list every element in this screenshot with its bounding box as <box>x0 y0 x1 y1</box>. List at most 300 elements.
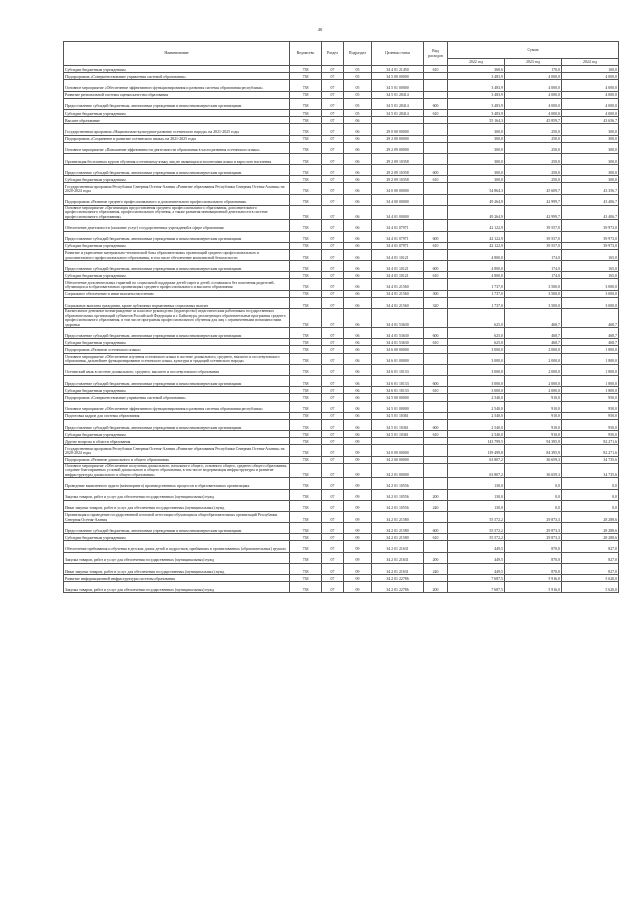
cell-section: 07 <box>322 431 344 438</box>
table-row <box>64 80 619 91</box>
cell-section: 07 <box>322 261 344 272</box>
cell-expense: 600 <box>424 328 448 339</box>
cell-subsection: 06 <box>344 412 372 419</box>
cell-department: 738 <box>290 438 322 445</box>
cell-expense: 600 <box>424 261 448 272</box>
table-row <box>64 290 619 297</box>
cell-2022: 55 572,2 <box>448 534 505 541</box>
cell-name: Подпрограмма «Развитие осетинского языка» <box>64 346 290 353</box>
cell-section: 07 <box>322 511 344 522</box>
cell-name: Субсидии бюджетным учреждениям <box>64 109 290 116</box>
cell-2024: 43 406,7 <box>562 205 619 220</box>
cell-section: 07 <box>322 500 344 511</box>
table-row <box>64 205 619 220</box>
cell-2023: 250,0 <box>505 124 562 135</box>
header-target: Целевая статья <box>372 42 424 66</box>
cell-expense: 610 <box>424 242 448 249</box>
cell-department: 738 <box>290 394 322 401</box>
cell-section: 07 <box>322 205 344 220</box>
cell-expense <box>424 309 448 328</box>
cell-2022: 49 264,9 <box>448 194 505 205</box>
cell-subsection: 06 <box>344 272 372 279</box>
cell-expense: 240 <box>424 563 448 574</box>
cell-name: Субсидии бюджетным учреждениям <box>64 387 290 394</box>
cell-2024: 1 800,0 <box>562 375 619 386</box>
cell-department: 738 <box>290 523 322 534</box>
cell-2023: 870,0 <box>505 541 562 552</box>
cell-2023: 250,0 <box>505 142 562 153</box>
cell-section: 07 <box>322 124 344 135</box>
cell-name: Основное мероприятие «Организация предоставления среднего профессионального образования, дополнительного профессионального образования, профессионального обучения, а также развития инновационной деятельности в системе профессионального образования» <box>64 205 290 220</box>
cell-target: 34 0 00 00000 <box>372 445 424 456</box>
cell-expense <box>424 353 448 364</box>
cell-name: Развитие информационной инфраструктуры системы образования <box>64 575 290 582</box>
cell-expense <box>424 205 448 220</box>
cell-section: 07 <box>322 463 344 478</box>
cell-target: 34 5 00 00000 <box>372 73 424 80</box>
cell-name: Осетинский язык в системе дошкольного, среднего, высшего и послевузовского образования <box>64 364 290 375</box>
cell-2022: 625,0 <box>448 309 505 328</box>
cell-subsection: 09 <box>344 500 372 511</box>
cell-target: 29 2 09 10358 <box>372 153 424 164</box>
header-department: Ведомство <box>290 42 322 66</box>
cell-target <box>372 438 424 445</box>
cell-section: 07 <box>322 575 344 582</box>
cell-2022: 300,0 <box>448 124 505 135</box>
cell-department: 738 <box>290 117 322 124</box>
cell-section: 07 <box>322 582 344 593</box>
cell-target: 34 4 01 07971 <box>372 231 424 242</box>
cell-2023: 3 500,0 <box>505 290 562 297</box>
table-row <box>64 552 619 563</box>
cell-name: Иные закупки товаров, работ и услуг для обеспечения государственных (муниципальных) нужд <box>64 500 290 511</box>
table-row <box>64 153 619 164</box>
cell-name: Обеспечение пребывания и обучения в детских домах детей и подростков, прибывших в организованных (образовательных) группах <box>64 541 290 552</box>
cell-target: 34 4 01 53630 <box>372 309 424 328</box>
table-row <box>64 582 619 593</box>
cell-2023: 36 659,3 <box>505 463 562 478</box>
cell-section: 07 <box>322 109 344 116</box>
cell-2023: 39 557,0 <box>505 220 562 231</box>
cell-target: 34 5 00 00000 <box>372 394 424 401</box>
cell-name: Основное мероприятие «Обеспечение эффективного функционирования и развития системы образования республики» <box>64 401 290 412</box>
cell-2022: 3 483,9 <box>448 91 505 98</box>
cell-section: 07 <box>322 552 344 563</box>
cell-expense <box>424 394 448 401</box>
cell-subsection: 09 <box>344 541 372 552</box>
cell-target: 34 5 01 10361 <box>372 419 424 430</box>
cell-target: 34 2 01 21580 <box>372 534 424 541</box>
cell-section: 07 <box>322 419 344 430</box>
cell-department: 738 <box>290 353 322 364</box>
cell-expense <box>424 445 448 456</box>
cell-2023: 2 000,0 <box>505 375 562 386</box>
table-row <box>64 463 619 478</box>
cell-2022: 63 807,2 <box>448 456 505 463</box>
table-row <box>64 375 619 386</box>
cell-expense: 300 <box>424 290 448 297</box>
cell-name: Субсидии бюджетным учреждениям <box>64 339 290 346</box>
cell-department: 738 <box>290 541 322 552</box>
cell-name: Подпрограмма «Развитие среднего профессионального и дополнительного профессионального образования» <box>64 194 290 205</box>
cell-2023: 36 659,3 <box>505 456 562 463</box>
cell-target: 34 5 01 00000 <box>372 80 424 91</box>
cell-2024: 39 973,0 <box>562 242 619 249</box>
cell-expense <box>424 135 448 142</box>
cell-2024: 1 800,0 <box>562 387 619 394</box>
cell-department: 738 <box>290 489 322 500</box>
table-row <box>64 135 619 142</box>
table-row <box>64 220 619 231</box>
cell-section: 07 <box>322 489 344 500</box>
cell-section: 07 <box>322 176 344 183</box>
cell-section: 07 <box>322 91 344 98</box>
cell-department: 738 <box>290 98 322 109</box>
cell-section: 07 <box>322 183 344 194</box>
cell-2023: 39 557,0 <box>505 242 562 249</box>
cell-name: Предоставление субсидий бюджетным, автономным учреждениям и иным некоммерческим организациям <box>64 375 290 386</box>
cell-department: 738 <box>290 194 322 205</box>
cell-expense: 600 <box>424 523 448 534</box>
table-row <box>64 445 619 456</box>
cell-target: 34 4 01 21560 <box>372 290 424 297</box>
cell-target: 34 4 01 21450 <box>372 66 424 73</box>
cell-expense <box>424 575 448 582</box>
cell-department: 738 <box>290 456 322 463</box>
table-row <box>64 401 619 412</box>
cell-section: 07 <box>322 438 344 445</box>
cell-subsection: 06 <box>344 328 372 339</box>
cell-2023: 5 916,0 <box>505 582 562 593</box>
table-row <box>64 66 619 73</box>
cell-department: 738 <box>290 297 322 308</box>
cell-2022: 300,0 <box>448 176 505 183</box>
cell-target: 34 2 01 10556 <box>372 500 424 511</box>
cell-2022: 1 737,0 <box>448 290 505 297</box>
cell-expense <box>424 401 448 412</box>
cell-subsection: 06 <box>344 183 372 194</box>
cell-expense <box>424 124 448 135</box>
cell-2024: 5 620,0 <box>562 575 619 582</box>
cell-section: 07 <box>322 445 344 456</box>
cell-department: 738 <box>290 463 322 478</box>
table-row <box>64 438 619 445</box>
cell-2024: 4 000,0 <box>562 109 619 116</box>
cell-target: 34 6 01 10133 <box>372 375 424 386</box>
cell-department: 738 <box>290 261 322 272</box>
cell-subsection: 09 <box>344 511 372 522</box>
cell-2022: 625,0 <box>448 339 505 346</box>
cell-subsection: 06 <box>344 339 372 346</box>
cell-expense: 200 <box>424 552 448 563</box>
cell-2023: 0,0 <box>505 489 562 500</box>
cell-name: Предоставление субсидий бюджетным, автономным учреждениям и иным некоммерческим организациям <box>64 328 290 339</box>
cell-2024: 300,0 <box>562 176 619 183</box>
cell-2023: 170,0 <box>505 66 562 73</box>
cell-department: 738 <box>290 419 322 430</box>
cell-subsection: 05 <box>344 91 372 98</box>
budget-table <box>63 41 619 593</box>
cell-2023: 45 609,7 <box>505 183 562 194</box>
cell-department: 738 <box>290 80 322 91</box>
cell-target: 29 2 00 00000 <box>372 135 424 142</box>
cell-target: 29 2 09 10358 <box>372 165 424 176</box>
cell-expense <box>424 142 448 153</box>
cell-2023: 910,0 <box>505 419 562 430</box>
table-row <box>64 511 619 522</box>
cell-department: 738 <box>290 339 322 346</box>
cell-2024: 28 288,6 <box>562 523 619 534</box>
cell-name: Предоставление субсидий бюджетным, автономным учреждениям и иным некоммерческим организациям <box>64 98 290 109</box>
cell-2023: 910,0 <box>505 401 562 412</box>
cell-name: Государственная программа Республики Северная Осетия-Алания «Развитие образования Республики Северная Осетия-Алания» на 2020-2024 годы <box>64 183 290 194</box>
cell-section: 07 <box>322 80 344 91</box>
cell-department: 738 <box>290 401 322 412</box>
cell-2022: 449,5 <box>448 541 505 552</box>
cell-name: Другие вопросы в области образования <box>64 438 290 445</box>
cell-section: 07 <box>322 194 344 205</box>
cell-target: 34 2 01 00000 <box>372 463 424 478</box>
cell-name: Закупка товаров, работ и услуг для обеспечения государственных (муниципальных) нужд <box>64 552 290 563</box>
cell-2024: 300,0 <box>562 153 619 164</box>
cell-subsection: 06 <box>344 375 372 386</box>
cell-expense: 600 <box>424 165 448 176</box>
cell-department: 738 <box>290 142 322 153</box>
cell-target: 34 4 00 00000 <box>372 194 424 205</box>
cell-2022: 139 499,8 <box>448 445 505 456</box>
cell-subsection: 06 <box>344 249 372 260</box>
cell-2022: 449,5 <box>448 563 505 574</box>
cell-expense: 610 <box>424 339 448 346</box>
cell-expense: 600 <box>424 231 448 242</box>
cell-2022: 63 807,2 <box>448 463 505 478</box>
cell-name: Государственная программа «Национально-культурное развитие осетинского народа» на 2021-2025 годы <box>64 124 290 135</box>
cell-section: 07 <box>322 66 344 73</box>
cell-2023: 4 000,0 <box>505 73 562 80</box>
cell-department: 738 <box>290 563 322 574</box>
cell-section: 07 <box>322 346 344 353</box>
cell-section: 07 <box>322 412 344 419</box>
cell-target: 34 6 00 00000 <box>372 346 424 353</box>
cell-section: 07 <box>322 541 344 552</box>
cell-expense <box>424 91 448 98</box>
cell-2022: 3 000,0 <box>448 364 505 375</box>
cell-2024: 5 620,0 <box>562 582 619 593</box>
cell-section: 07 <box>322 387 344 394</box>
cell-target: 34 5 01 28414 <box>372 98 424 109</box>
cell-section: 07 <box>322 339 344 346</box>
cell-department: 738 <box>290 328 322 339</box>
cell-target: 34 2 01 22786 <box>372 582 424 593</box>
table-row <box>64 534 619 541</box>
cell-department: 738 <box>290 91 322 98</box>
cell-2024: 39 973,0 <box>562 231 619 242</box>
cell-2022: 55 572,2 <box>448 523 505 534</box>
cell-target: 34 2 01 21580 <box>372 523 424 534</box>
table-row <box>64 73 619 80</box>
table-row <box>64 117 619 124</box>
cell-department: 738 <box>290 582 322 593</box>
cell-department: 738 <box>290 431 322 438</box>
cell-department: 738 <box>290 205 322 220</box>
cell-subsection: 06 <box>344 142 372 153</box>
cell-2022: 3 000,0 <box>448 375 505 386</box>
cell-department: 738 <box>290 279 322 290</box>
table-row <box>64 489 619 500</box>
cell-2022: 3 000,0 <box>448 353 505 364</box>
cell-target: 34 2 01 10556 <box>372 489 424 500</box>
cell-2024: 827,0 <box>562 552 619 563</box>
cell-subsection: 05 <box>344 98 372 109</box>
cell-2024: 950,0 <box>562 394 619 401</box>
cell-section: 07 <box>322 328 344 339</box>
cell-subsection: 09 <box>344 463 372 478</box>
cell-2022: 130,0 <box>448 489 505 500</box>
cell-name: Проведение выявленного аудита (мониторинга) производственных процессов в образовательных организациях <box>64 478 290 489</box>
cell-name: Социальные выплаты гражданам, кроме публичных нормативных социальных выплат <box>64 297 290 308</box>
cell-2024: 165,0 <box>562 272 619 279</box>
cell-expense: 610 <box>424 431 448 438</box>
cell-section: 07 <box>322 220 344 231</box>
cell-department: 738 <box>290 445 322 456</box>
cell-2024: 4 000,0 <box>562 91 619 98</box>
cell-2023: 5 916,0 <box>505 575 562 582</box>
header-year-2022: 2022 год <box>448 59 505 66</box>
table-row <box>64 194 619 205</box>
table-row <box>64 231 619 242</box>
table-row <box>64 353 619 364</box>
cell-name: Иные закупки товаров, работ и услуг для обеспечения государственных (муниципальных) нужд <box>64 563 290 574</box>
cell-2023: 910,0 <box>505 431 562 438</box>
table-row <box>64 364 619 375</box>
cell-2022: 1 737,0 <box>448 297 505 308</box>
cell-department: 738 <box>290 220 322 231</box>
cell-expense <box>424 346 448 353</box>
cell-department: 738 <box>290 375 322 386</box>
cell-subsection: 06 <box>344 346 372 353</box>
header-expense: Вид расходов <box>424 42 448 66</box>
cell-subsection: 06 <box>344 401 372 412</box>
cell-name: Высшее образование <box>64 117 290 124</box>
header-year-2024: 2024 год <box>562 59 619 66</box>
table-row <box>64 575 619 582</box>
cell-section: 07 <box>322 478 344 489</box>
cell-subsection: 06 <box>344 290 372 297</box>
cell-2023: 94 395,9 <box>505 438 562 445</box>
cell-2024: 100,0 <box>562 66 619 73</box>
cell-department: 738 <box>290 249 322 260</box>
cell-subsection: 06 <box>344 419 372 430</box>
table-row <box>64 339 619 346</box>
cell-name: Субсидии бюджетным учреждениям <box>64 534 290 541</box>
cell-2024: 3 000,0 <box>562 290 619 297</box>
cell-department: 738 <box>290 109 322 116</box>
cell-2022: 2 540,0 <box>448 431 505 438</box>
cell-subsection: 06 <box>344 297 372 308</box>
table-row <box>64 541 619 552</box>
cell-2023: 0,0 <box>505 478 562 489</box>
cell-section: 07 <box>322 249 344 260</box>
cell-subsection: 06 <box>344 220 372 231</box>
cell-subsection: 09 <box>344 575 372 582</box>
cell-2024: 827,0 <box>562 563 619 574</box>
cell-department: 738 <box>290 534 322 541</box>
cell-target: 34 4 01 53630 <box>372 328 424 339</box>
cell-department: 738 <box>290 478 322 489</box>
cell-subsection: 06 <box>344 153 372 164</box>
cell-target: 34 4 01 00000 <box>372 205 424 220</box>
cell-2023: 39 557,0 <box>505 231 562 242</box>
table-row <box>64 412 619 419</box>
cell-2022: 4 800,0 <box>448 272 505 279</box>
cell-2024: 43 656,7 <box>562 117 619 124</box>
table-row <box>64 109 619 116</box>
cell-2024: 300,0 <box>562 124 619 135</box>
cell-subsection: 06 <box>344 176 372 183</box>
cell-2022: 4 800,0 <box>448 261 505 272</box>
cell-department: 738 <box>290 242 322 249</box>
cell-2023: 250,0 <box>505 153 562 164</box>
cell-target: 29 2 09 10358 <box>372 176 424 183</box>
cell-2024: 1 800,0 <box>562 346 619 353</box>
cell-name: Субсидии бюджетным учреждениям <box>64 66 290 73</box>
cell-2024: 950,0 <box>562 412 619 419</box>
table-row <box>64 124 619 135</box>
cell-name: Субсидии бюджетным учреждениям <box>64 272 290 279</box>
cell-target: 34 4 01 21560 <box>372 279 424 290</box>
cell-2024: 0,0 <box>562 489 619 500</box>
cell-department: 738 <box>290 231 322 242</box>
cell-subsection: 06 <box>344 387 372 394</box>
table-row <box>64 387 619 394</box>
table-row <box>64 249 619 260</box>
cell-name: Предоставление субсидий бюджетным, автономным учреждениям и иным некоммерческим организациям <box>64 261 290 272</box>
cell-2024: 1 800,0 <box>562 364 619 375</box>
cell-2024: 0,0 <box>562 500 619 511</box>
cell-2024: 43 406,7 <box>562 194 619 205</box>
cell-target: 34 2 01 22786 <box>372 575 424 582</box>
table-header <box>64 42 619 66</box>
cell-2023: 42 999,7 <box>505 194 562 205</box>
cell-target: 34 2 01 10556 <box>372 478 424 489</box>
cell-2023: 4 000,0 <box>505 91 562 98</box>
cell-section: 07 <box>322 523 344 534</box>
cell-subsection: 09 <box>344 438 372 445</box>
cell-expense: 600 <box>424 375 448 386</box>
cell-subsection: 09 <box>344 563 372 574</box>
cell-subsection: 06 <box>344 261 372 272</box>
cell-expense <box>424 478 448 489</box>
cell-target: 34 2 00 00000 <box>372 456 424 463</box>
cell-2024: 827,0 <box>562 541 619 552</box>
cell-2022: 625,0 <box>448 328 505 339</box>
cell-expense <box>424 463 448 478</box>
cell-subsection: 06 <box>344 205 372 220</box>
cell-department: 738 <box>290 153 322 164</box>
cell-subsection: 09 <box>344 523 372 534</box>
cell-target: 34 5 01 28414 <box>372 91 424 98</box>
cell-section: 07 <box>322 73 344 80</box>
cell-department: 738 <box>290 165 322 176</box>
table-body <box>64 66 619 593</box>
cell-target: 34 4 01 07971 <box>372 242 424 249</box>
cell-expense: 200 <box>424 582 448 593</box>
cell-2024: 34 735,6 <box>562 456 619 463</box>
cell-name: Предоставление субсидий бюджетным, автономным учреждениям и иным некоммерческим организациям <box>64 165 290 176</box>
cell-subsection: 06 <box>344 117 372 124</box>
cell-target: 34 4 01 21560 <box>372 297 424 308</box>
cell-2024: 4 000,0 <box>562 80 619 91</box>
